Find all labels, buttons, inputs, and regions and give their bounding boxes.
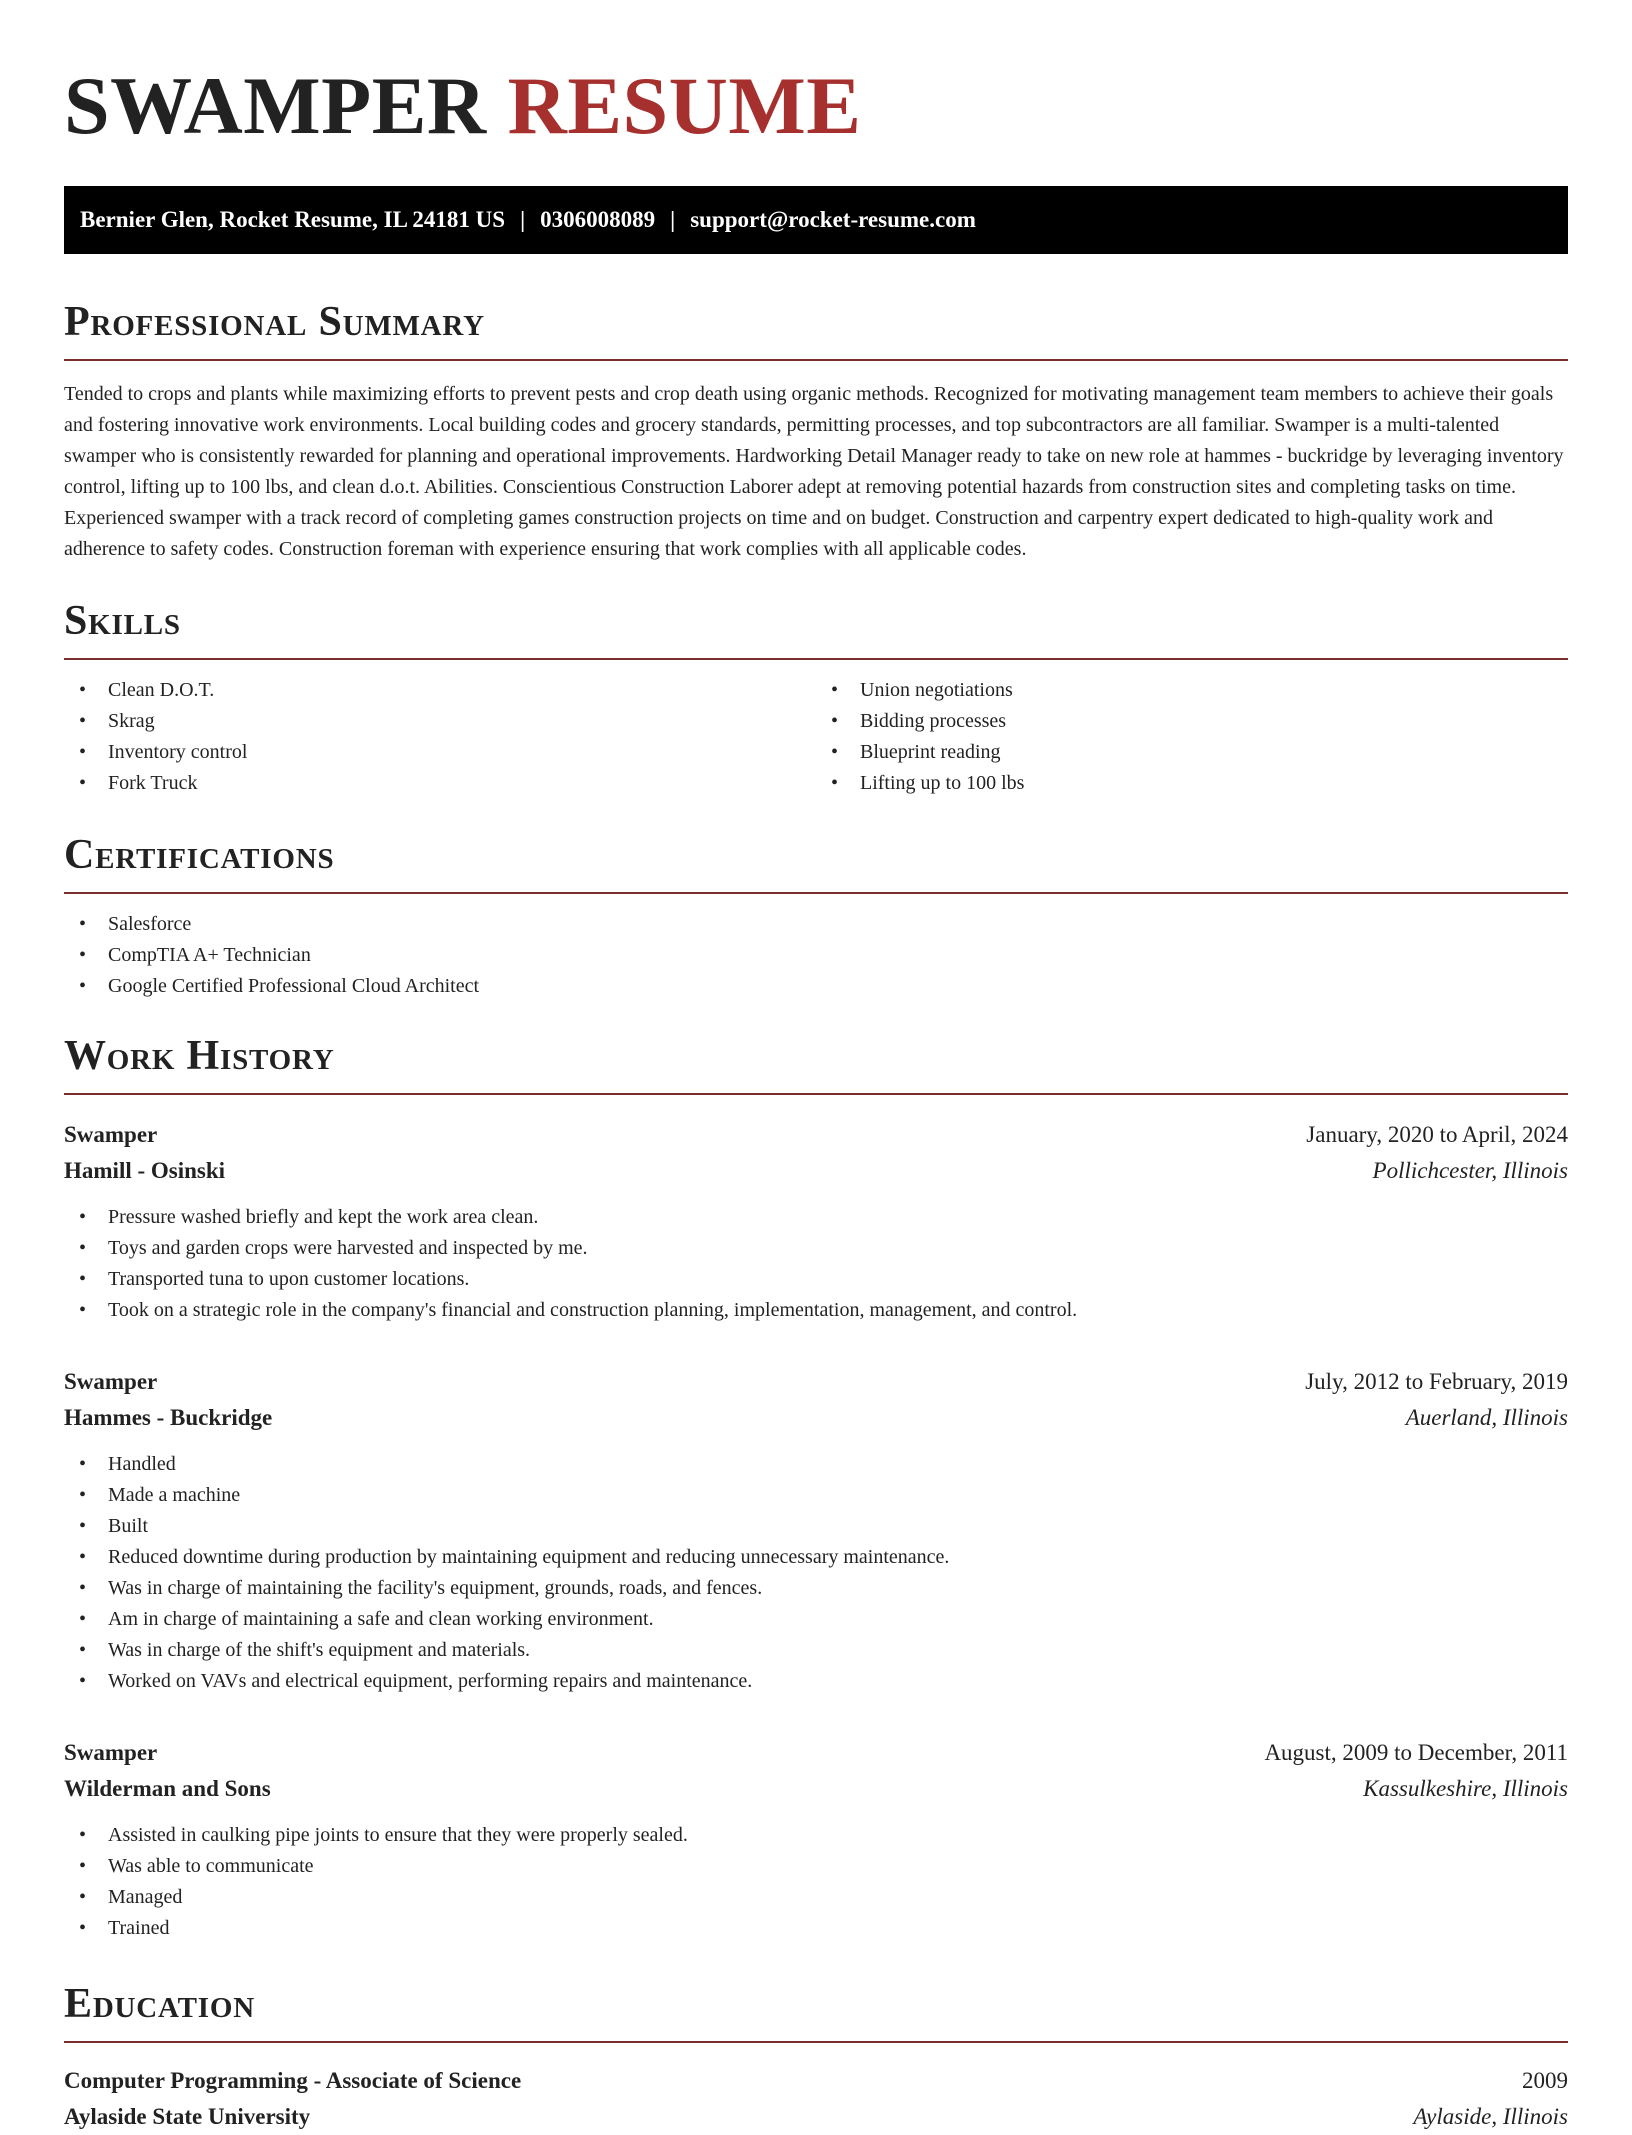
job-duty: • Took on a strategic role in the company's financial and construction planning, implementation, management, and control. bbox=[64, 1295, 1568, 1326]
job-title-row bbox=[64, 1117, 1568, 1153]
job-title: Swamper bbox=[64, 1122, 158, 1147]
section-work-history bbox=[64, 1032, 1568, 1944]
section-summary bbox=[64, 298, 1568, 565]
certification-item: • Google Certified Professional Cloud Architect bbox=[64, 971, 1568, 1002]
job-title-row bbox=[64, 1735, 1568, 1771]
job-duty: • Transported tuna to upon customer locations. bbox=[64, 1264, 1568, 1295]
skills-heading: Skills bbox=[64, 597, 1568, 660]
certifications-heading: Certifications bbox=[64, 831, 1568, 894]
job-company: Wilderman and Sons bbox=[64, 1776, 271, 1801]
education-entry bbox=[64, 2063, 1568, 2135]
section-education bbox=[64, 1980, 1568, 2135]
job-dates: January, 2020 to April, 2024 bbox=[1306, 1122, 1568, 1147]
contact-email: support@rocket-resume.com bbox=[690, 207, 976, 232]
education-heading: Education bbox=[64, 1980, 1568, 2043]
job-dates: August, 2009 to December, 2011 bbox=[1264, 1740, 1568, 1765]
job-duties bbox=[64, 1449, 1568, 1697]
name-first: SWAMPER bbox=[64, 60, 487, 151]
education-year: 2009 bbox=[1522, 2068, 1568, 2093]
job-duty: • Trained bbox=[64, 1913, 1568, 1944]
skill-item: • Fork Truck bbox=[64, 768, 816, 799]
section-skills bbox=[64, 597, 1568, 799]
skill-item: • Bidding processes bbox=[816, 706, 1568, 737]
job-title: Swamper bbox=[64, 1740, 158, 1765]
job-title: Swamper bbox=[64, 1369, 158, 1394]
certifications-list bbox=[64, 909, 1568, 1002]
job-title-row bbox=[64, 1364, 1568, 1400]
contact-separator: | bbox=[520, 207, 526, 232]
job-duty: • Pressure washed briefly and kept the work area clean. bbox=[64, 1202, 1568, 1233]
education-school-row bbox=[64, 2099, 1568, 2135]
job-company-row bbox=[64, 1400, 1568, 1436]
skill-item: • Inventory control bbox=[64, 737, 816, 768]
job-duty: • Reduced downtime during production by maintaining equipment and reducing unnecessary maintenance. bbox=[64, 1542, 1568, 1573]
job-duty: • Toys and garden crops were harvested and inspected by me. bbox=[64, 1233, 1568, 1264]
certification-item: • Salesforce bbox=[64, 909, 1568, 940]
work-history-heading: Work History bbox=[64, 1032, 1568, 1095]
skills-grid bbox=[64, 675, 1568, 799]
contact-separator: | bbox=[670, 207, 676, 232]
job-company: Hammes - Buckridge bbox=[64, 1405, 273, 1430]
contact-address: Bernier Glen, Rocket Resume, IL 24181 US bbox=[80, 207, 506, 232]
job-entry bbox=[64, 1735, 1568, 1944]
skill-item: • Skrag bbox=[64, 706, 816, 737]
job-duty: • Assisted in caulking pipe joints to ensure that they were properly sealed. bbox=[64, 1820, 1568, 1851]
skills-list-left bbox=[64, 675, 816, 799]
job-duties bbox=[64, 1820, 1568, 1944]
job-duty: • Was in charge of maintaining the facility's equipment, grounds, roads, and fences. bbox=[64, 1573, 1568, 1604]
section-certifications bbox=[64, 831, 1568, 1002]
resume-name bbox=[64, 0, 1568, 154]
certification-item: • CompTIA A+ Technician bbox=[64, 940, 1568, 971]
skill-item: • Clean D.O.T. bbox=[64, 675, 816, 706]
job-duty: • Was in charge of the shift's equipment and materials. bbox=[64, 1635, 1568, 1666]
education-location: Aylaside, Illinois bbox=[1413, 2104, 1568, 2129]
job-duty: • Handled bbox=[64, 1449, 1568, 1480]
job-dates: July, 2012 to February, 2019 bbox=[1305, 1369, 1568, 1394]
job-duty: • Made a machine bbox=[64, 1480, 1568, 1511]
job-company-row bbox=[64, 1771, 1568, 1807]
job-location: Kassulkeshire, Illinois bbox=[1363, 1776, 1568, 1801]
job-entry bbox=[64, 1364, 1568, 1697]
skill-item: • Blueprint reading bbox=[816, 737, 1568, 768]
education-school: Aylaside State University bbox=[64, 2104, 311, 2129]
job-location: Auerland, Illinois bbox=[1405, 1405, 1568, 1430]
summary-text: Tended to crops and plants while maximizing efforts to prevent pests and crop death using organic methods. Recognized for motivating management team members to achieve their goals and fostering innovative work environments. Local building codes and grocery standards, permitting processes, and top subcontractors are all familiar. Swamper is a multi-talented swamper who is consistently rewarded for planning and operational improvements. Hardworking Detail Manager ready to take on new role at hammes - buckridge by leveraging inventory control, lifting up to 100 lbs, and clean d.o.t. Abilities. Conscientious Construction Laborer adept at removing potential hazards from construction sites and completing tasks on time. Experienced swamper with a track record of completing games construction projects on time and on budget. Construction and carpentry expert dedicated to high-quality work and adherence to safety codes. Construction foreman with experience ensuring that work complies with all applicable codes. bbox=[64, 383, 1564, 560]
job-company-row bbox=[64, 1153, 1568, 1189]
job-entry bbox=[64, 1117, 1568, 1326]
summary-heading: Professional Summary bbox=[64, 298, 1568, 361]
skill-item: • Union negotiations bbox=[816, 675, 1568, 706]
job-company: Hamill - Osinski bbox=[64, 1158, 226, 1183]
job-duty: • Managed bbox=[64, 1882, 1568, 1913]
education-degree: Computer Programming - Associate of Science bbox=[64, 2068, 522, 2093]
job-location: Pollichcester, Illinois bbox=[1372, 1158, 1568, 1183]
contact-bar bbox=[64, 186, 1568, 254]
job-duties bbox=[64, 1202, 1568, 1326]
job-duty: • Worked on VAVs and electrical equipment, performing repairs and maintenance. bbox=[64, 1666, 1568, 1697]
job-duty: • Was able to communicate bbox=[64, 1851, 1568, 1882]
name-last: RESUME bbox=[507, 60, 862, 151]
job-duty: • Built bbox=[64, 1511, 1568, 1542]
job-duty: • Am in charge of maintaining a safe and clean working environment. bbox=[64, 1604, 1568, 1635]
skill-item: • Lifting up to 100 lbs bbox=[816, 768, 1568, 799]
skills-list-right bbox=[816, 675, 1568, 799]
education-degree-row bbox=[64, 2063, 1568, 2099]
contact-phone: 0306008089 bbox=[540, 207, 656, 232]
